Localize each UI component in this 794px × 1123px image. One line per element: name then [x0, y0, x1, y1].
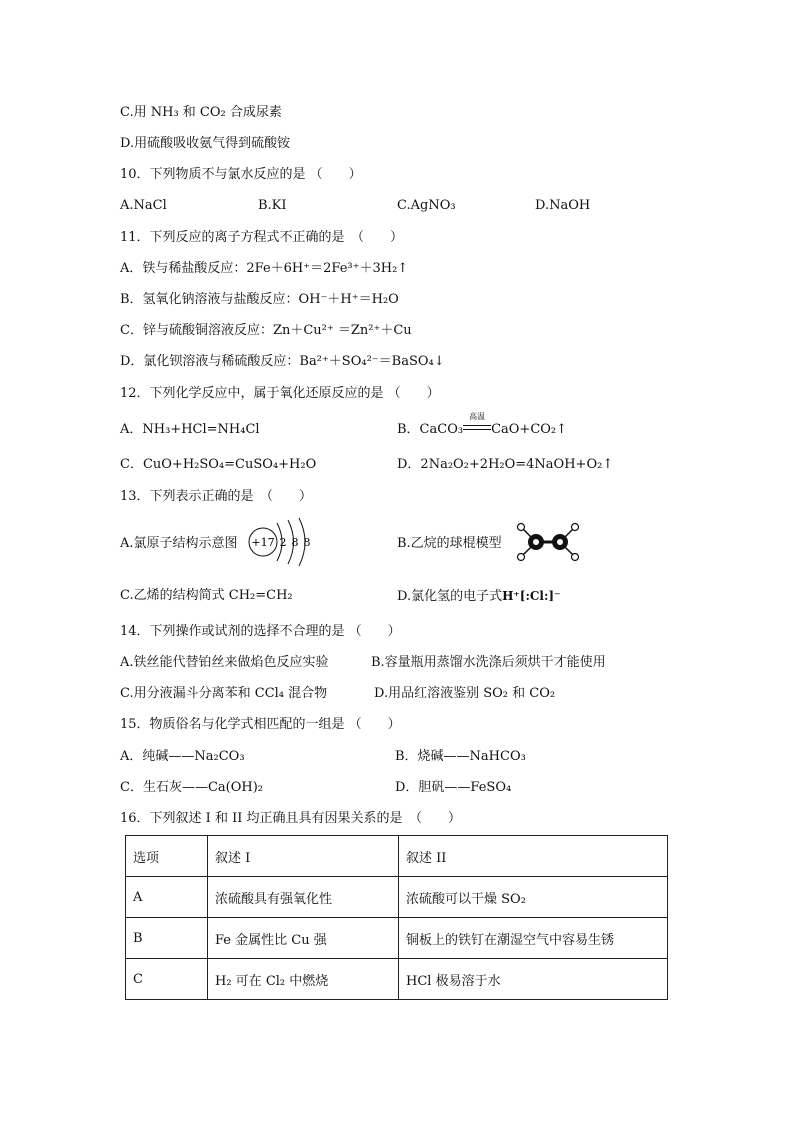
shell-electrons-3: 8 [303, 536, 311, 549]
q14-option-c: C.用分液漏斗分离苯和 CCl₄ 混合物 [120, 686, 328, 701]
table-header-cell: 叙述 I [208, 836, 399, 877]
q14-option-b: B.容量瓶用蒸馏水洗涤后须烘干才能使用 [371, 655, 606, 670]
q14-option-d: D.用品红溶液鉴别 SO₂ 和 CO₂ [374, 686, 556, 701]
shell-electrons-2: 8 [291, 536, 299, 549]
q14-stem: 14．下列操作或试剂的选择不合理的是 （ ） [120, 624, 401, 639]
q13-option-d [397, 587, 560, 606]
q15-option-c: C．生石灰——Ca(OH)₂ [120, 780, 263, 795]
q12-option-b-reactant: B．CaCO₃ [397, 422, 464, 437]
table-cell: 铜板上的铁钉在潮湿空气中容易生锈 [399, 918, 668, 959]
q13-option-d-label: D.氯化氢的电子式 [397, 589, 503, 604]
table-cell: A [126, 877, 208, 918]
q13-stem: 13．下列表示正确的是 （ ） [120, 489, 313, 504]
table-header-cell: 叙述 II [399, 836, 668, 877]
q10-option-d: D.NaOH [535, 198, 591, 213]
hydrogen-atom [518, 524, 525, 531]
nucleus-charge: +17 [251, 536, 275, 549]
q13-option-a: A.氯原子结构示意图 [120, 536, 238, 551]
table-header-row [126, 836, 668, 877]
q15-option-d: D．胆矾——FeSO₄ [395, 780, 512, 795]
chlorine-atom-structure-diagram [243, 515, 318, 570]
q13-option-b: B.乙烷的球棍模型 [397, 536, 502, 551]
table-cell: 浓硫酸具有强氧化性 [208, 877, 399, 918]
q12-option-d: D．2Na₂O₂+2H₂O=4NaOH+O₂↑ [397, 457, 614, 472]
q9-option-c: C.用 NH₃ 和 CO₂ 合成尿素 [120, 105, 282, 120]
reaction-condition: 高温 [469, 412, 486, 421]
q11-option-c: C．锌与硫酸铜溶液反应：Zn＋Cu²⁺ ＝Zn²⁺＋Cu [120, 323, 412, 338]
q15-option-b: B．烧碱——NaHCO₃ [395, 749, 526, 764]
shell-electrons-1: 2 [279, 536, 287, 549]
q10-option-c: C.AgNO₃ [397, 198, 456, 213]
table-cell: HCl 极易溶于水 [399, 959, 668, 1000]
q11-option-b: B．氢氧化钠溶液与盐酸反应：OH⁻＋H⁺＝H₂O [120, 292, 399, 307]
q10-option-b: B.KI [258, 198, 287, 213]
ethane-ball-stick-model [512, 520, 584, 564]
hydrogen-atom [518, 554, 525, 561]
q16-table [125, 835, 668, 1000]
table-row [126, 877, 668, 918]
high-temperature-arrow [463, 412, 491, 439]
q15-option-a: A．纯碱——Na₂CO₃ [120, 749, 245, 764]
hydrogen-atom [572, 524, 579, 531]
table-row [126, 918, 668, 959]
hydrogen-atom [572, 554, 579, 561]
table-cell: C [126, 959, 208, 1000]
q15-stem: 15．物质俗名与化学式相匹配的一组是 （ ） [120, 717, 401, 732]
q13-option-c: C.乙烯的结构简式 CH₂=CH₂ [120, 588, 293, 603]
table-cell: B [126, 918, 208, 959]
q9-option-d: D.用硫酸吸收氨气得到硫酸铵 [120, 136, 291, 151]
q12-option-c: C．CuO+H₂SO₄=CuSO₄+H₂O [120, 457, 317, 472]
q12-option-a: A．NH₃+HCl=NH₄Cl [120, 422, 260, 437]
hcl-electron-formula: H⁺[:Cl:]⁻ [502, 589, 561, 603]
q12-option-b-product: CaO+CO₂↑ [491, 422, 568, 437]
q12-stem: 12．下列化学反应中，属于氧化还原反应的是 （ ） [120, 386, 440, 401]
q14-option-a: A.铁丝能代替铂丝来做焰色反应实验 [120, 655, 329, 670]
table-row [126, 959, 668, 1000]
q10-stem: 10．下列物质不与氯水反应的是 （ ） [120, 167, 362, 182]
q10-option-a: A.NaCl [120, 198, 167, 213]
table-cell: H₂ 可在 Cl₂ 中燃烧 [208, 959, 399, 1000]
q12-option-b [397, 412, 568, 439]
q16-stem: 16．下列叙述 I 和 II 均正确且具有因果关系的是 （ ） [120, 811, 461, 826]
table-header-cell: 选项 [126, 836, 208, 877]
table-cell: Fe 金属性比 Cu 强 [208, 918, 399, 959]
table-cell: 浓硫酸可以干燥 SO₂ [399, 877, 668, 918]
q11-option-a: A．铁与稀盐酸反应：2Fe＋6H⁺＝2Fe³⁺＋3H₂↑ [120, 261, 409, 276]
q11-option-d: D．氯化钡溶液与稀硫酸反应：Ba²⁺＋SO₄²⁻＝BaSO₄↓ [120, 354, 445, 369]
q11-stem: 11．下列反应的离子方程式不正确的是 （ ） [120, 230, 404, 245]
